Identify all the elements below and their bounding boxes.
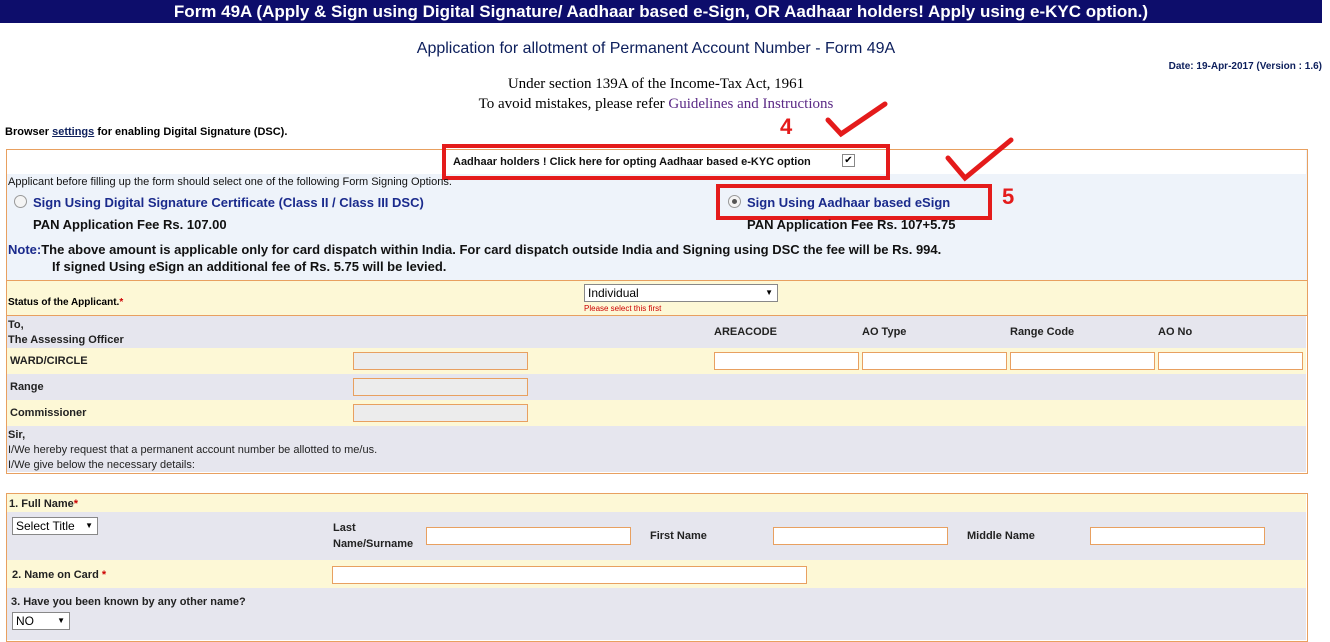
browser-settings-line <box>5 126 287 138</box>
col-areacode: AREACODE <box>714 326 777 338</box>
name-on-card-label <box>12 569 106 581</box>
full-name-header <box>7 494 1306 512</box>
annotation-step4-number: 4 <box>780 114 793 139</box>
range-field[interactable] <box>353 378 528 396</box>
section-text: Under section 139A of the Income-Tax Act, 1961 <box>507 76 805 92</box>
rangecode-field[interactable] <box>1010 352 1155 370</box>
status-label <box>8 297 123 308</box>
dropdown-arrow-icon: ▼ <box>85 521 93 530</box>
sir-text: Sir, <box>8 429 26 441</box>
signing-instruction: Applicant before filling up the form should select one of the following Form Signing Options. <box>8 176 452 188</box>
dsc-option-label[interactable]: Sign Using Digital Signature Certificate (Class II / Class III DSC) <box>33 195 424 210</box>
commissioner-label: Commissioner <box>10 407 87 419</box>
col-aono: AO No <box>1158 326 1193 338</box>
fee-note-line1 <box>8 242 941 257</box>
commissioner-field[interactable] <box>353 404 528 422</box>
required-marker: * <box>73 498 79 510</box>
name-on-card-field[interactable] <box>332 566 807 584</box>
last-name-label-2: Name/Surname <box>333 538 414 550</box>
settings-link[interactable]: settings <box>52 126 95 138</box>
title-select-value: Select Title <box>16 519 75 533</box>
page-banner: Form 49A (Apply & Sign using Digital Signature/ Aadhaar based e-Sign, OR Aadhaar holders! Apply using e-KYC option.) <box>0 0 1322 23</box>
dsc-fee: PAN Application Fee Rs. 107.00 <box>33 217 227 232</box>
status-error: Please select this first <box>584 304 662 313</box>
guidelines-link[interactable]: Guidelines and Instructions <box>668 96 834 112</box>
required-marker: * <box>101 569 107 581</box>
browser-prefix: Browser <box>5 126 53 138</box>
col-aotype: AO Type <box>862 326 907 338</box>
status-select[interactable] <box>584 284 778 302</box>
col-rangecode: Range Code <box>1010 326 1075 338</box>
status-label-text: Status of the Applicant. <box>8 297 120 308</box>
middle-name-field[interactable] <box>1090 527 1265 545</box>
ao-officer: The Assessing Officer <box>8 334 124 346</box>
guidelines-line <box>0 96 1312 113</box>
dropdown-arrow-icon: ▼ <box>57 616 65 625</box>
annotation-box-step5 <box>716 184 992 220</box>
aotype-field[interactable] <box>862 352 1007 370</box>
full-name-text: 1. Full Name <box>9 498 74 510</box>
browser-suffix: for enabling Digital Signature (DSC). <box>94 126 288 138</box>
version-date: Date: 19-Apr-2017 (Version : 1.6) <box>1168 61 1322 72</box>
status-select-value: Individual <box>588 286 639 300</box>
note-text: The above amount is applicable only for card dispatch within India. For card dispatch outside India and Signing using DSC the fee will be Rs. 994. <box>41 242 942 257</box>
other-name-select[interactable] <box>12 612 70 630</box>
kyc-checkbox[interactable]: ✔ <box>842 154 855 167</box>
aono-field[interactable] <box>1158 352 1303 370</box>
name-on-card-text: 2. Name on Card <box>12 569 99 581</box>
range-label: Range <box>10 381 44 393</box>
first-name-label: First Name <box>650 530 707 542</box>
request-line1: I/We hereby request that a permanent account number be allotted to me/us. <box>8 444 378 456</box>
ward-field[interactable] <box>353 352 528 370</box>
esign-option-label[interactable]: Sign Using Aadhaar based eSign <box>747 195 951 210</box>
annotation-check-icon <box>825 100 890 142</box>
full-name-label <box>9 498 78 510</box>
required-marker: * <box>119 297 124 308</box>
last-name-field[interactable] <box>426 527 631 545</box>
fee-note-line2: If signed Using eSign an additional fee of Rs. 5.75 will be levied. <box>52 259 447 274</box>
note-label: Note: <box>8 242 42 257</box>
esign-fee: PAN Application Fee Rs. 107+5.75 <box>747 217 956 232</box>
dsc-radio[interactable] <box>14 195 27 208</box>
annotation-step5-number: 5 <box>1002 184 1015 209</box>
other-name-value: NO <box>16 614 34 628</box>
ao-header-band <box>7 316 1306 348</box>
guidelines-prefix: To avoid mistakes, please refer <box>478 96 669 112</box>
request-line2: I/We give below the necessary details: <box>8 459 195 471</box>
first-name-field[interactable] <box>773 527 948 545</box>
commissioner-row <box>7 400 1306 426</box>
dropdown-arrow-icon: ▼ <box>765 288 773 297</box>
title-select[interactable] <box>12 517 98 535</box>
kyc-option-label: Aadhaar holders ! Click here for opting Aadhaar based e-KYC option <box>453 156 811 168</box>
ao-to: To, <box>8 319 24 331</box>
middle-name-label: Middle Name <box>967 530 1035 542</box>
areacode-field[interactable] <box>714 352 859 370</box>
last-name-label-1: Last <box>333 522 356 534</box>
annotation-box-step4 <box>442 144 890 180</box>
other-name-label: 3. Have you been known by any other name? <box>11 596 246 608</box>
ward-label: WARD/CIRCLE <box>10 355 88 367</box>
annotation-check-icon <box>945 136 1015 186</box>
range-row <box>7 374 1306 400</box>
page-title: Application for allotment of Permanent Account Number - Form 49A <box>416 40 896 57</box>
